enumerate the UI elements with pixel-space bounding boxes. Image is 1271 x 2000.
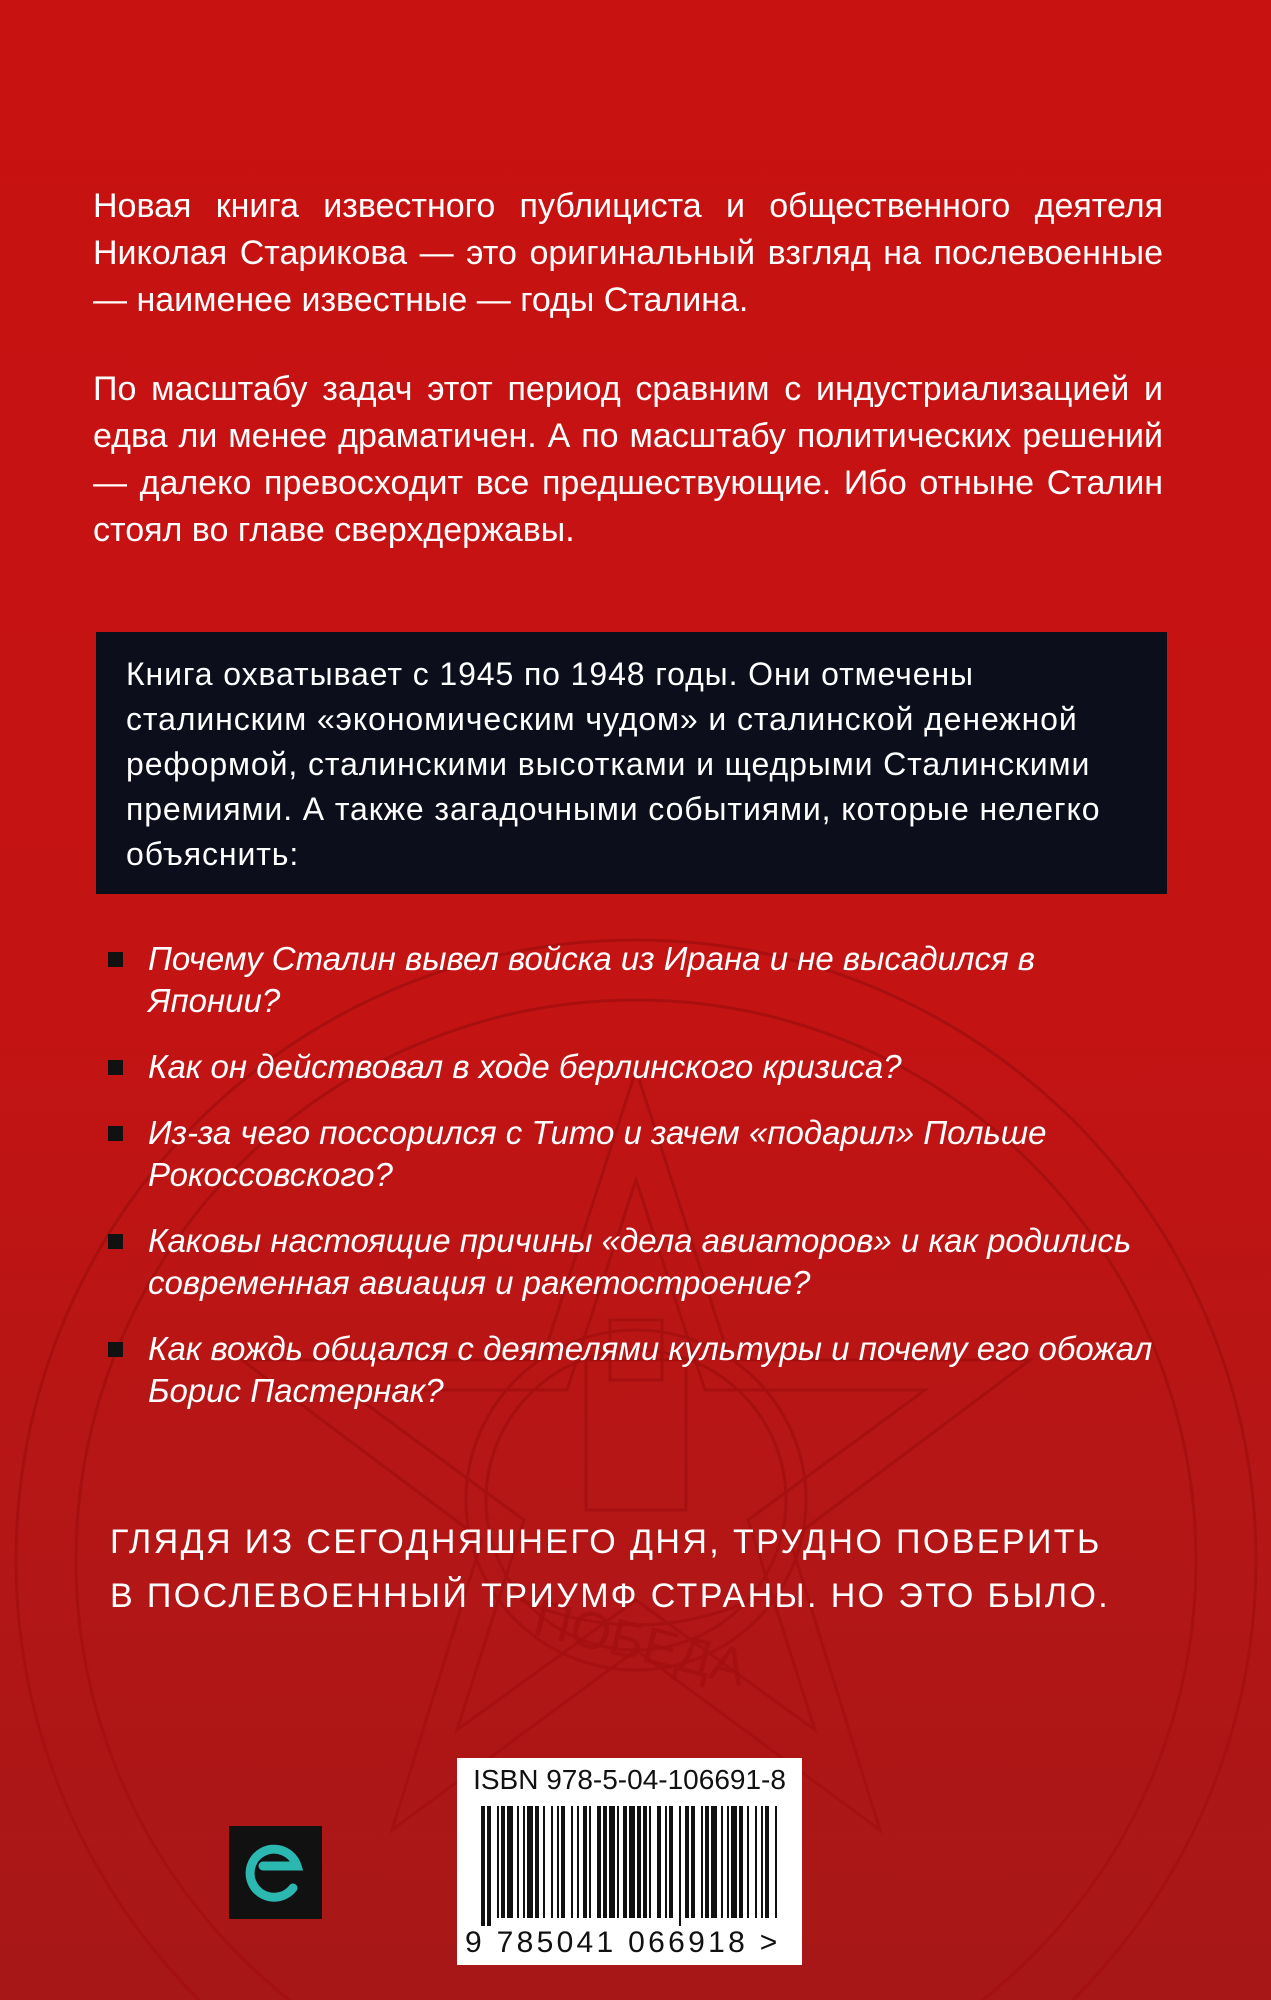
- barcode-bar: [701, 1806, 703, 1918]
- barcode-bar: [755, 1806, 757, 1918]
- barcode-bar: [583, 1806, 587, 1918]
- barcode-bar: [603, 1806, 607, 1918]
- square-bullet-icon: [108, 952, 123, 967]
- barcode-bar: [721, 1806, 723, 1918]
- barcode-bar: [623, 1806, 627, 1918]
- square-bullet-icon: [108, 1234, 123, 1249]
- barcode-bar: [705, 1806, 709, 1918]
- barcode-bar: [765, 1806, 769, 1918]
- barcode-bar: [685, 1806, 689, 1918]
- question-text: Из-за чего поссорился с Тито и зачем «подарил» Польше Рокоссовского?: [148, 1114, 1047, 1193]
- barcode-bar: [523, 1806, 525, 1918]
- barcode-bar: [609, 1806, 615, 1918]
- list-item: [108, 938, 1168, 1022]
- barcode-bar: [629, 1806, 635, 1918]
- question-text: Каковы настоящие причины «дела авиаторов» и как родились современная авиация и ракетостроение?: [148, 1222, 1132, 1301]
- eksmo-logo-icon: [229, 1826, 322, 1919]
- tagline-line-1: ГЛЯДЯ ИЗ СЕГОДНЯШНЕГО ДНЯ, ТРУДНО ПОВЕРИТЬ: [110, 1523, 1102, 1561]
- list-item: [108, 1046, 1168, 1088]
- barcode-bar: [481, 1806, 485, 1926]
- publisher-logo: [229, 1826, 322, 1919]
- barcode-bar: [649, 1806, 651, 1918]
- highlight-box-text: Книга охватывает с 1945 по 1948 годы. Они отмечены сталинским «экономическим чудом» и сталинской денежной реформой, сталинскими высотками и щедрыми Сталинскими премиями. А также загадочными событиями, которые нелегко объяснить:: [126, 656, 1101, 872]
- barcode-bar: [665, 1806, 667, 1918]
- list-item: [108, 1112, 1168, 1196]
- barcode-bar: [543, 1806, 545, 1918]
- square-bullet-icon: [108, 1060, 123, 1075]
- barcode-bar: [643, 1806, 647, 1918]
- barcode-bar: [577, 1806, 579, 1918]
- barcode-digits: 9 785041 066918 >: [465, 1926, 781, 1959]
- barcode-bar: [507, 1806, 513, 1918]
- highlight-box: [96, 632, 1167, 894]
- tagline: [110, 1515, 1210, 1623]
- intro-paragraph-1: Новая книга известного публициста и общественного деятеля Николая Старикова — это оригинальный взгляд на послевоенные — наименее известные — годы Сталина.: [93, 187, 1163, 319]
- intro-paragraph-2: По масштабу задач этот период сравним с индустриализацией и едва ли менее драматичен. А по масштабу политических решений — далеко превосходит все предшествующие. Ибо отныне Сталин стоял во главе сверхдержавы.: [93, 370, 1163, 549]
- question-text: Как вождь общался с деятелями культуры и почему его обожал Борис Пастернак?: [148, 1330, 1153, 1409]
- barcode-bar: [487, 1806, 491, 1926]
- barcode-bar: [761, 1806, 763, 1918]
- questions-list: [108, 938, 1168, 1436]
- barcode-bar: [731, 1806, 737, 1918]
- square-bullet-icon: [108, 1126, 123, 1141]
- barcode-bar: [657, 1806, 661, 1918]
- barcode-bar: [571, 1806, 573, 1918]
- barcode-bar: [557, 1806, 559, 1918]
- list-item: [108, 1328, 1168, 1412]
- barcode-bar: [535, 1806, 539, 1918]
- barcode-bar: [561, 1806, 565, 1918]
- barcode-bar: [691, 1806, 695, 1918]
- barcode-bar: [497, 1806, 499, 1918]
- list-item: [108, 1220, 1168, 1304]
- barcode-bar: [747, 1806, 749, 1918]
- square-bullet-icon: [108, 1342, 123, 1357]
- barcode-bar: [711, 1806, 717, 1918]
- emblem-label: ПОБЕДА: [528, 1589, 753, 1698]
- barcode-bar: [527, 1806, 533, 1918]
- barcode-bar: [775, 1806, 777, 1918]
- question-text: Почему Сталин вывел войска из Ирана и не высадился в Японии?: [148, 940, 1035, 1019]
- barcode-bar: [739, 1806, 743, 1918]
- barcode-bar: [597, 1806, 601, 1918]
- barcode-panel: [457, 1758, 802, 1965]
- barcode-bar: [501, 1806, 505, 1918]
- barcode-bar: [679, 1806, 681, 1926]
- intro-text: [93, 183, 1163, 596]
- barcode-bar: [669, 1806, 673, 1918]
- tagline-line-2: В ПОСЛЕВОЕННЫЙ ТРИУМФ СТРАНЫ. НО ЭТО БЫЛО.: [110, 1577, 1111, 1615]
- barcode-icon: [477, 1806, 782, 1926]
- barcode-bar: [637, 1806, 641, 1918]
- isbn-label: ISBN 978-5-04-106691-8: [473, 1764, 786, 1795]
- barcode-bar: [727, 1806, 729, 1918]
- question-text: Как он действовал в ходе берлинского кризиса?: [148, 1048, 902, 1085]
- barcode-bar: [551, 1806, 553, 1918]
- barcode-bar: [517, 1806, 519, 1918]
- barcode-bar: [617, 1806, 619, 1918]
- barcode-bar: [589, 1806, 591, 1918]
